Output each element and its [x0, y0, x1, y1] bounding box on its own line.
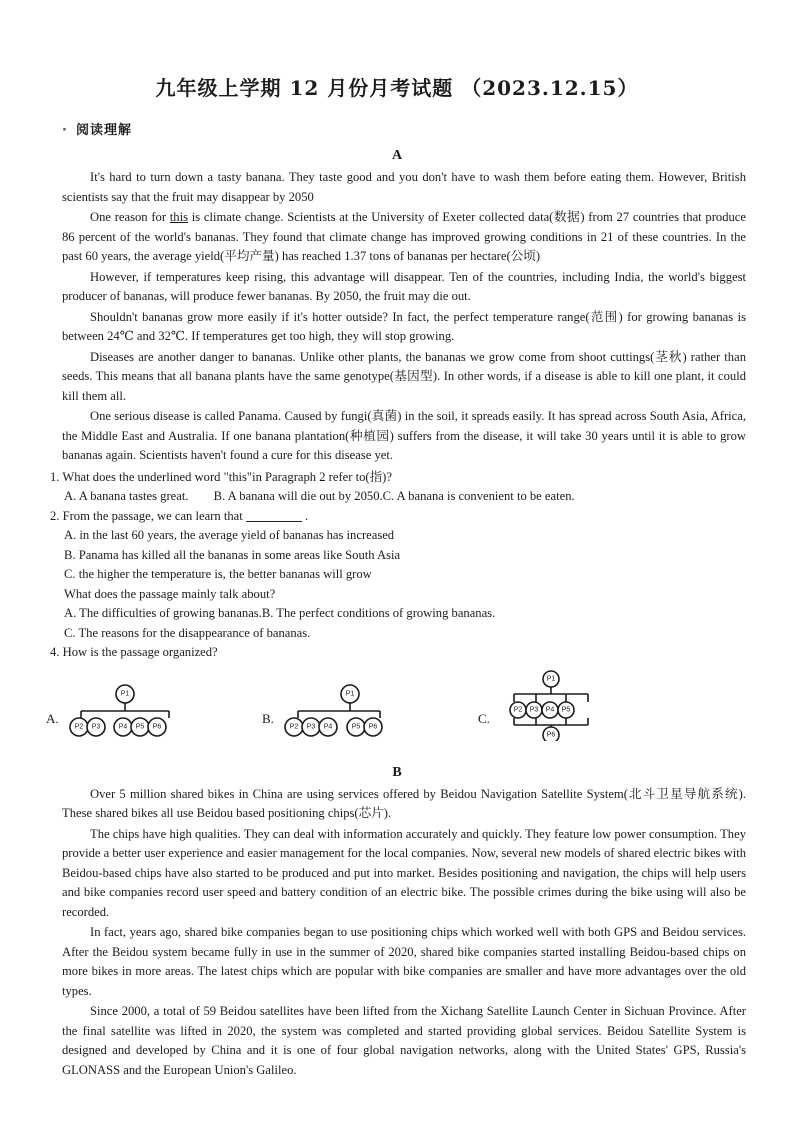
diagram-option-b-label: B.	[262, 710, 274, 726]
question-list	[50, 468, 746, 663]
passage-b-paragraph: Over 5 million shared bikes in China are using services offered by Beidou Navigation Satellite System(北斗卫星导航系统). These shared bikes all use Beidou based positioning chips(芯片).	[62, 786, 746, 820]
passage-b-paragraph: The chips have high qualities. They can deal with information accurately and quickly. They feature low power consumption. They provide a better user experience and easier management for the local companies. Now, several new models of shared electric bikes with Beidou-based chips have also started to be produced and put into market. Besides positioning and navigation, the chips will help users and bike companies record user speed and battery condition of an electric bike. The possible crimes during the bike using will also be recorded.	[62, 826, 746, 919]
question-stem	[50, 643, 746, 663]
svg-text:P5: P5	[561, 706, 571, 713]
passage-a-label: A	[391, 148, 403, 163]
svg-text:P4: P4	[323, 723, 333, 730]
tree-diagram-a-icon	[65, 681, 185, 741]
svg-text:P1: P1	[345, 690, 355, 697]
answer-blank[interactable]	[246, 521, 302, 522]
passage-a-body	[62, 168, 746, 466]
passage-a-paragraph: Diseases are another danger to bananas. Unlike other plants, the bananas we grow come from shoot cuttings(茎秋) rather than seeds. This means that all banana plants have the same genotype(基因型). In other words, if a disease is able to kill one plant, it could kill them all.	[62, 349, 746, 403]
passage-a-paragraph: Shouldn't bananas grow more easily if it's hotter outside? In fact, the perfect temperature range(范围) for growing bananas is between 24℃ and 32℃. If temperatures get too high, they will stop growing.	[62, 309, 746, 343]
question-text: How is the passage organized?	[62, 645, 218, 659]
question-number: 2.	[50, 508, 60, 523]
section-heading-reading	[62, 119, 794, 138]
svg-text:P1: P1	[546, 675, 556, 682]
passage-a-paragraph: It's hard to turn down a tasty banana. They taste good and you don't have to wash them before eating them. However, British scientists say that the fruit may disappear by 2050	[62, 170, 746, 204]
svg-text:P5: P5	[351, 723, 361, 730]
diagram-option-c[interactable]	[478, 669, 606, 741]
diagram-option-b[interactable]	[262, 669, 400, 741]
tree-diagram-b-icon	[280, 681, 400, 741]
passage-a-paragraph: However, if temperatures keep rising, this advantage will disappear. Ten of the countries, including India, the world's biggest producer of bananas, will produce fewer bananas. By 2050, the fruit may die out.	[62, 269, 746, 303]
svg-text:P2: P2	[513, 706, 523, 713]
diagram-option-c-label: C.	[478, 710, 490, 726]
question-option[interactable]: B. Panama has killed all the bananas in some areas like South Asia	[64, 547, 401, 562]
question-option[interactable]: A. The difficulties of growing bananas.B. The perfect conditions of growing bananas.	[64, 606, 496, 620]
passage-b-label: B	[392, 764, 402, 780]
passage-a-paragraph: One serious disease is called Panama. Caused by fungi(真菌) in the soil, it spreads easily. It has spread across South Asia, Africa, the Middle East and Australia. If one banana plantation(种植园) suffers from the disease, it will take 30 years until it is able to grow bananas again. Scientists haven't found a cure for this disease yet.	[62, 409, 746, 462]
page-title: 九年级上学期 12 月份月考试题 （2023.12.15）	[155, 76, 639, 100]
underlined-word: this	[169, 210, 188, 224]
passage-a-paragraph: One reason for this is climate change. Scientists at the University of Exeter collected data(数据) from 27 countries that produce 86 percent of the world's bananas. They found that climate change has improved growing conditions in 21 of these countries. In the past 60 years, the average yield(平均产量) has reached 1.37 tons of bananas per hectare(公顷)	[62, 210, 746, 263]
svg-text:P2: P2	[74, 723, 83, 730]
question-text: What does the underlined word "this"in Paragraph 2 refer to(指)?	[62, 469, 392, 484]
passage-b-paragraph: Since 2000, a total of 59 Beidou satellites have been lifted from the Xichang Satellite Launch Center in Sichuan Province. After the final satellite was lifted in 2020, the system was completed and started providing global services. Beidou Satellite System is designed and developed by China and it is one of four global navigation networks, along with the United States' GPS, Russia's GLONASS and the European Union's Galileo.	[62, 1004, 746, 1077]
svg-text:P4: P4	[545, 706, 555, 713]
svg-text:P1: P1	[120, 690, 129, 697]
svg-text:P3: P3	[91, 723, 100, 730]
question-stem	[50, 507, 746, 527]
question-text-suffix: .	[305, 508, 309, 523]
question-stem	[50, 468, 746, 488]
diagram-option-a-label: A.	[46, 710, 59, 726]
svg-text:P3: P3	[306, 723, 316, 730]
svg-text:P2: P2	[289, 723, 299, 730]
question-text: From the passage, we can learn that	[62, 508, 243, 523]
question-option[interactable]: C. The reasons for the disappearance of bananas.	[64, 625, 311, 640]
passage-b-paragraph: In fact, years ago, shared bike companies began to use positioning chips which worked well with both GPS and Beidou services. After the Beidou system became fully in use in the summer of 2020, shared bike companies started installing Beidou-based chips on more bikes in more areas. The latest chips which are popular with bike companies are smaller and have more advantages over the old types.	[62, 925, 746, 998]
diagram-options-row	[0, 669, 794, 741]
diagram-option-a[interactable]	[46, 669, 185, 741]
question-number: 4.	[50, 645, 60, 659]
passage-b-body	[62, 785, 746, 1081]
question-option[interactable]: A. in the last 60 years, the average yield of bananas has increased	[64, 528, 395, 542]
question-option[interactable]: C. the higher the temperature is, the better bananas will grow	[64, 567, 372, 581]
svg-text:P3: P3	[529, 706, 539, 713]
section-heading-label: 阅读理解	[76, 123, 133, 138]
layout-spacer	[0, 741, 794, 755]
svg-text:P6: P6	[546, 731, 556, 738]
question-stem: What does the passage mainly talk about?	[64, 586, 276, 601]
svg-text:P5: P5	[135, 723, 144, 730]
svg-text:P6: P6	[368, 723, 378, 730]
tree-diagram-c-icon	[496, 669, 606, 741]
svg-text:P4: P4	[118, 723, 127, 730]
question-number: 1.	[50, 469, 60, 484]
svg-text:P6: P6	[152, 723, 161, 730]
section-bullet: ·	[62, 123, 68, 138]
question-option[interactable]: A. A banana tastes great. B. A banana will die out by 2050.C. A banana is convenient to be eaten.	[64, 489, 575, 503]
